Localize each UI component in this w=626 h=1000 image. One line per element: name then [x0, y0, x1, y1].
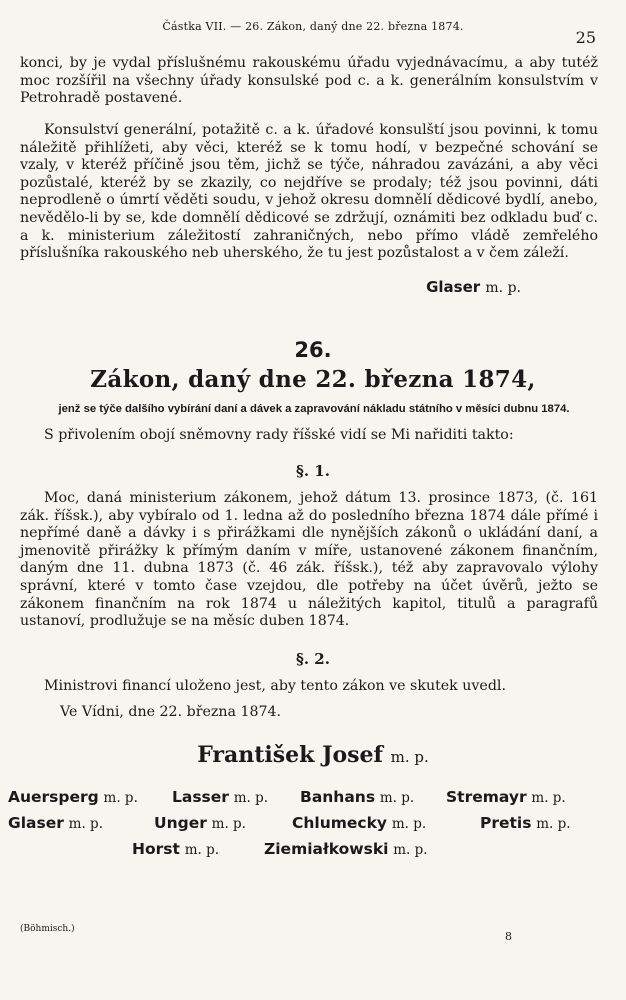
signature-mp: m. p.: [391, 816, 427, 832]
paragraph-text: Moc, daná ministerium zákonem, jehož dátum 13. prosince 1873, (č. 161 zák. říšsk.), aby vybíralo od 1. ledna až do posledního března 1874 dále přímé i nepřímé daně a dávky i s přirážkami dle nynějších zákonů o ukládání daní, a jmenovitě přirážky k přímým daním v míře, ustanovené zákonem finančním, daným dne 11. dubna 1873 (č. 46 zák. říšsk.), též aby zapravovalo výlohy správní, které v tomto čase vzejdou, dle potřeby na účet úvěrů, ježto se zákonem finančním na rok 1874 u náležitých kapitol, titulů a paragrafů ustanoví, prodlužuje se na měsíc duben 1874.: [20, 490, 598, 630]
law-subtitle: jenž se týče dalšího vybírání daní a dávek a zapravování nákladu státního v měsíci dubnu 1874.: [58, 403, 570, 415]
signature-banhans: [300, 788, 414, 806]
paragraph-continuation: [20, 55, 598, 108]
page-header: [0, 18, 626, 47]
signature-mp: m. p.: [68, 816, 103, 832]
signature-name: Pretis: [480, 814, 532, 832]
signature-mp: m. p.: [379, 790, 415, 806]
signature-mp: m. p.: [184, 842, 220, 858]
signature-name: Ziemiałkowski: [264, 840, 389, 858]
emperor-name: František Josef: [197, 742, 383, 768]
section-1-body: [20, 490, 598, 631]
signature-name: Banhans: [300, 788, 376, 806]
law-title: Zákon, daný dne 22. března 1874,: [90, 366, 536, 393]
signature-pretis: [480, 814, 571, 832]
signature-mp: m. p.: [211, 816, 246, 832]
signature-glaser-top: [426, 278, 521, 296]
signature-mp: m. p.: [536, 816, 571, 832]
section-mark-2: §. 2.: [296, 650, 330, 668]
running-header: Částka VII. — 26. Zákon, daný dne 22. března 1874.: [162, 20, 464, 33]
signature-unger: [154, 814, 246, 832]
signature-name: Unger: [154, 814, 207, 832]
signature-stremayr: [446, 788, 566, 806]
paragraph-text: Konsulství generální, potažitě c. a k. úřadové konsulští jsou povinni, k tomu náležitě přihlížeti, aby věci, kteréž se k tomu hodí, v bezpečné schování se vzaly, v kteréž příčině jsou těm, jichž se týče, náhradou zavázáni, a aby věci pozůstalé, kteréž by se zkazily, co nejdříve se prodaly; též jsou povinni, dáti neprodleně o úmrtí věděti soudu, v jehož okresu domnělí dědicové bydlí, anebo, nevědělo-li by se, kde domnělí dědicové se zdržují, oznámiti bez odkladu buď c. a k. ministerium záležitostí zahraničných, nebo přímo vládě zemřelého příslušníka rakouského neb uherského, že tu jest pozůstalost a v čem záleží.: [20, 122, 598, 262]
signature-name: Lasser: [172, 788, 229, 806]
law-preamble: S přivolením obojí sněmovny rady říšské vidí se Mi nařiditi takto:: [44, 427, 514, 443]
emperor-mp: m. p.: [390, 748, 429, 766]
signature-mp: m. p.: [393, 842, 428, 858]
footer-language-note: (Böhmisch.): [20, 924, 75, 934]
signature-name: Glaser: [8, 814, 64, 832]
signature-name: Horst: [132, 840, 180, 858]
signature-chlumecky: [292, 814, 426, 832]
signature-horst: [132, 840, 219, 858]
signature-name: Chlumecky: [292, 814, 388, 832]
signature-name: Stremayr: [446, 788, 527, 806]
signature-name: Auersperg: [8, 788, 99, 806]
signature-auersperg: [8, 788, 138, 806]
signature-ziemialkowski: [264, 840, 428, 858]
law-number: 26.: [294, 338, 332, 362]
section-mark-1: §. 1.: [296, 462, 330, 480]
signature-lasser: [172, 788, 268, 806]
signature-mp: m. p.: [485, 280, 521, 296]
signature-mp: m. p.: [233, 790, 269, 806]
signature-name: Glaser: [426, 278, 481, 296]
paragraph-consulate: [20, 122, 598, 263]
signature-mp: m. p.: [531, 790, 566, 806]
paragraph-text: konci, by je vydal příslušnému rakouskému úřadu vyjednávacímu, a aby tutéž moc rozšířil na všechny úřady konsulské pod c. a k. generálním konsulstvím v Petrohradě postavené.: [20, 55, 598, 107]
signature-glaser: [8, 814, 103, 832]
section-2-body: [20, 678, 598, 696]
place-date: Ve Vídni, dne 22. března 1874.: [60, 704, 282, 720]
paragraph-text: Ministrovi financí uloženo jest, aby tento zákon ve skutek uvedl.: [44, 678, 506, 694]
signature-mp: m. p.: [103, 790, 138, 806]
page-number: 25: [575, 28, 596, 47]
footer-sheet-number: 8: [505, 930, 512, 943]
emperor-signature: [0, 742, 626, 768]
